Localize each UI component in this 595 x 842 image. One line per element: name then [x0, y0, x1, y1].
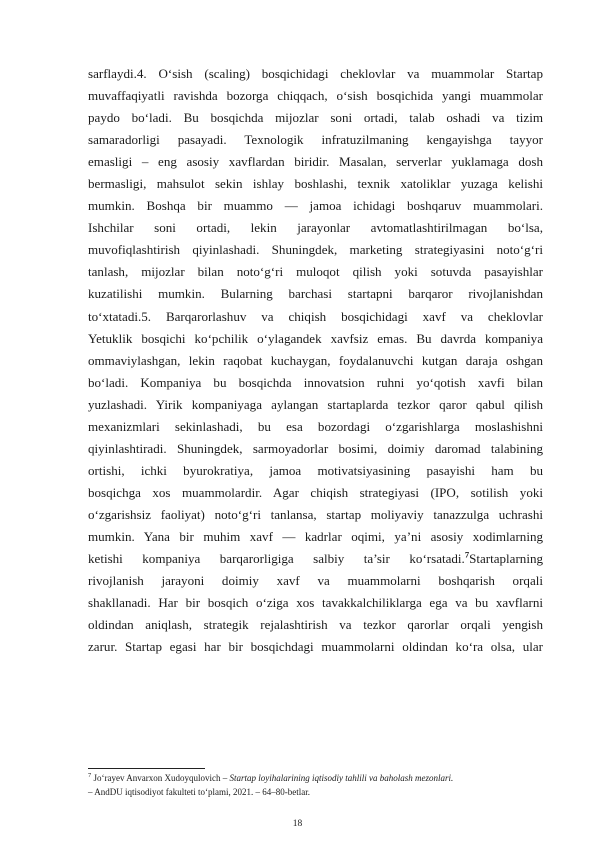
footnote-mark: 7 [88, 772, 92, 779]
body-line: bo‘ladi. Kompaniya bu bosqichda innovatsion ruhni yo‘qotish xavfi bilan [88, 374, 543, 390]
body-line: ortishi, ichki byurokratiya, jamoa motivatsiyasining pasayishi ham bu [88, 462, 543, 478]
body-line: qiyinlashtiradi. Shuningdek, sarmoyadorlar bosimi, doimiy daromad talabining [88, 440, 543, 456]
body-line: oldindan aniqlash, strategik rejalashtirish va tezkor qarorlar orqali yengish [88, 617, 543, 633]
body-line: zarur. Startap egasi har bir bosqichdagi muammolarni oldindan ko‘ra olsa, ular [88, 639, 543, 655]
body-line: emasligi – eng asosiy xavflardan biridir. Masalan, serverlar yuklamaga dosh [88, 154, 543, 170]
body-line: mumkin. Boshqa bir muammo — jamoa ichidagi boshqaruv muammolari. [88, 198, 543, 214]
footnote-author: Jo‘rayev Anvarxon Xudoyqulovich – [91, 773, 230, 783]
body-line: kuzatilishi mumkin. Bularning barchasi startapni barqaror rivojlanishdan [88, 286, 543, 302]
body-line: tanlash, mijozlar bilan noto‘g‘ri muloqot qilish yoki sotuvda pasayishlar [88, 264, 543, 280]
body-line: paydo bo‘ladi. Bu bosqichda mijozlar soni ortadi, talab oshadi va tizim [88, 110, 543, 126]
body-line: to‘xtatadi.5. Barqarorlashuv va chiqish bosqichidagi xavf va cheklovlar [88, 308, 543, 324]
body-line: muvofiqlashtirish qiyinlashadi. Shuningdek, marketing strategiyasini noto‘g‘ri [88, 242, 543, 258]
body-line: shakllanadi. Har bir bosqich o‘ziga xos tavakkalchiliklarga ega va bu xavflarni [88, 595, 543, 611]
body-line: sarflaydi.4. O‘sish (scaling) bosqichidagi cheklovlar va muammolar Startap [88, 66, 543, 81]
footnote-reference[interactable]: 7 [464, 549, 470, 560]
footnote-divider [88, 768, 205, 769]
body-line: Yetuklik bosqichi ko‘pchilik o‘ylagandek xavfsiz emas. Bu davrda kompaniya [88, 330, 543, 346]
page-number: 18 [292, 819, 303, 829]
body-line: bermasligi, mahsulot sekin ishlay boshlashi, texnik xatoliklar yuzaga kelishi [88, 176, 543, 192]
body-line-tail: Startaplarning [469, 551, 543, 567]
body-text [88, 63, 543, 658]
body-line: muvaffaqiyatli ravishda bozorga chiqqach, o‘sish bosqichida yangi muammolar [88, 88, 543, 104]
body-line: mexanizmlari sekinlashadi, bu esa bozordagi o‘zgarishlarga moslashishni [88, 418, 543, 434]
body-line: ommaviylashgan, lekin raqobat kuchaygan, foydalanuvchi kutgan daraja oshgan [88, 352, 543, 368]
body-line: Ishchilar soni ortadi, lekin jarayonlar avtomatlashtirilmagan bo‘lsa, [88, 220, 543, 236]
body-line: yuzlashadi. Yirik kompaniyaga aylangan startaplarda tezkor qaror qabul qilish [88, 396, 543, 412]
body-line: o‘zgarishsiz faoliyat) noto‘g‘ri tanlansa, startap moliyaviy tanazzulga uchrashi [88, 506, 543, 522]
body-line: mumkin. Yana bir muhim xavf — kadrlar oqimi, ya’ni asosiy xodimlarning [88, 528, 543, 544]
footnote-title: Startap loyihalarining iqtisodiy tahlili va baholash mezonlari. [229, 773, 454, 783]
footnote-line-1 [88, 771, 548, 785]
body-line: rivojlanish jarayoni doimiy xavf va muammolarni boshqarish orqali [88, 573, 543, 589]
body-line: samaradorligi pasayadi. Texnologik infratuzilmaning kengayishga tayyor [88, 132, 543, 148]
footnote-line-2: – AndDU iqtisodiyot fakulteti to‘plami, 2021. – 64–80-betlar. [88, 787, 310, 797]
body-line-with-footnote [88, 548, 543, 570]
body-line-text: ketishi kompaniya barqarorligiga salbiy ta’sir ko‘rsatadi. [88, 551, 465, 567]
footnote [88, 771, 548, 799]
body-line: bosqichga xos muammolardir. Agar chiqish strategiyasi (IPO, sotilish yoki [88, 484, 543, 500]
